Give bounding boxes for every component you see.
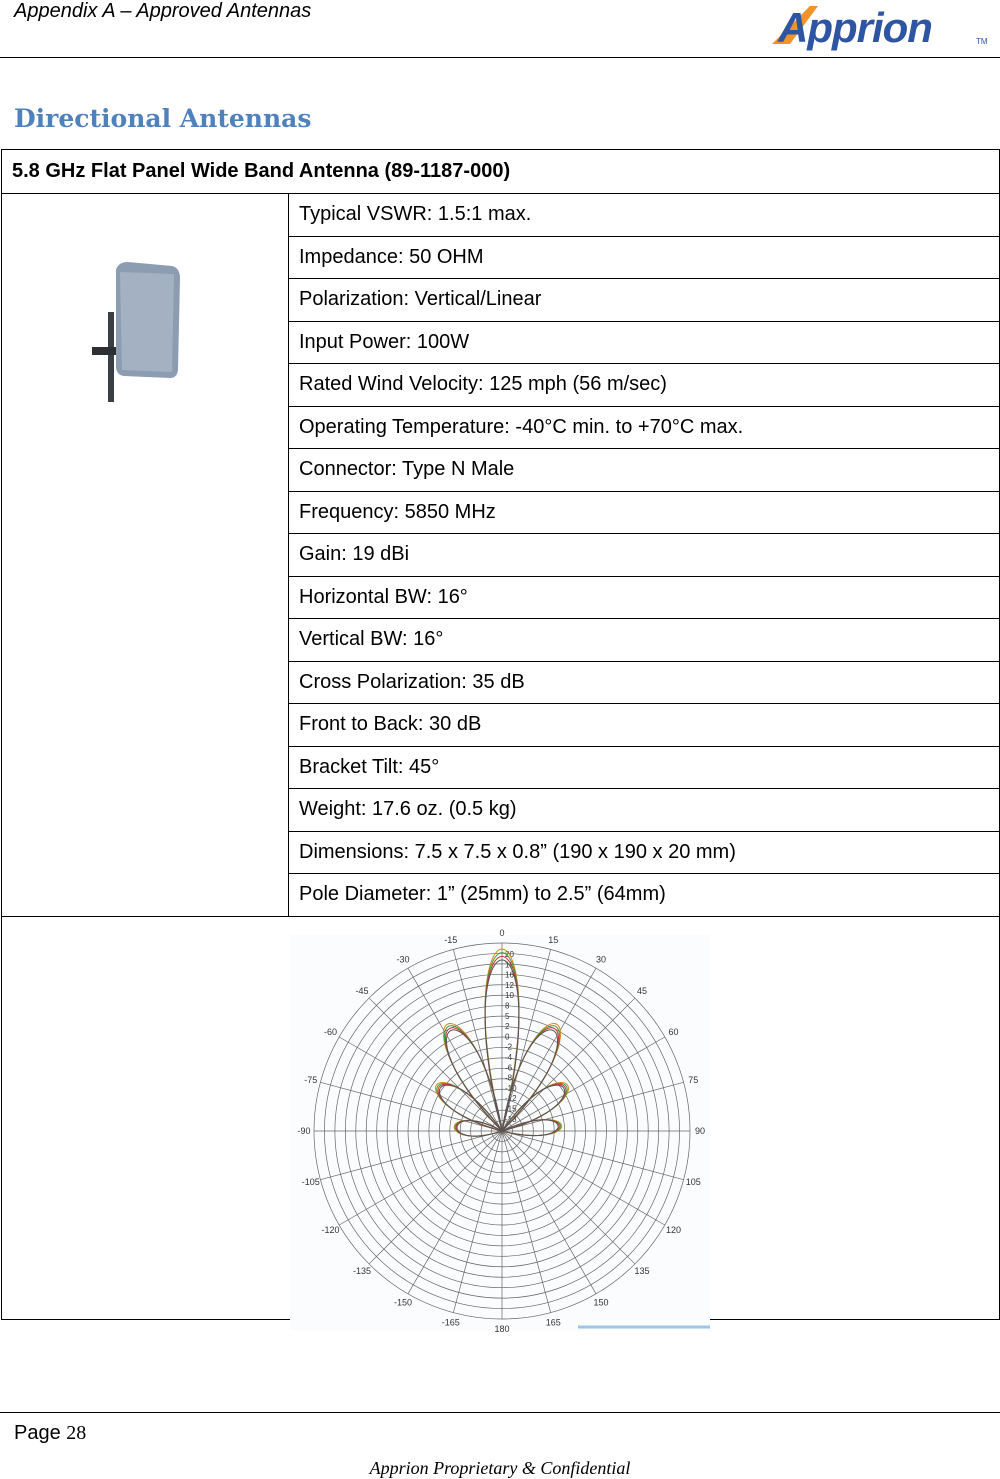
spec-row: Horizontal BW: 16° <box>289 576 1000 619</box>
spec-row: Vertical BW: 16° <box>289 619 1000 662</box>
radial-label: 20 <box>505 950 514 959</box>
radial-label: -6 <box>505 1063 513 1073</box>
radial-label: -2 <box>505 1042 513 1052</box>
angle-label: 180 <box>494 1324 510 1334</box>
footer-divider <box>0 1412 1000 1413</box>
angle-label: -135 <box>352 1266 372 1277</box>
antenna-title: 5.8 GHz Flat Panel Wide Band Antenna (89-1187-000) <box>2 150 1000 194</box>
angle-label: 0 <box>499 928 505 938</box>
spec-row: Impedance: 50 OHM <box>289 236 1000 279</box>
svg-text:TM: TM <box>976 37 988 46</box>
angle-label: 15 <box>548 934 559 945</box>
radial-label: -10 <box>505 1083 517 1093</box>
spec-row: Frequency: 5850 MHz <box>289 491 1000 534</box>
radial-label: 12 <box>505 980 514 990</box>
angle-label: -15 <box>444 934 458 945</box>
apprion-logo <box>770 0 995 56</box>
spec-row: Dimensions: 7.5 x 7.5 x 0.8” (190 x 190 x 20 mm) <box>289 831 1000 874</box>
angle-label: 105 <box>685 1177 701 1188</box>
angle-label: 120 <box>665 1225 681 1235</box>
radial-label: 5 <box>505 1011 510 1021</box>
radial-label: -15 <box>505 1104 517 1114</box>
spec-row: Bracket Tilt: 45° <box>289 746 1000 789</box>
spec-row: Typical VSWR: 1.5:1 max. <box>289 194 1000 237</box>
angle-label: -120 <box>321 1225 340 1235</box>
spec-row: Front to Back: 30 dB <box>289 704 1000 747</box>
spec-row: Gain: 19 dBi <box>289 534 1000 577</box>
angle-label: 150 <box>593 1297 609 1308</box>
confidential-notice: Apprion Proprietary & Confidential <box>369 1458 631 1478</box>
radial-label: 0 <box>505 1032 510 1042</box>
page-label: Page <box>14 1422 61 1444</box>
radial-label: -4 <box>505 1053 513 1062</box>
angle-label: 60 <box>668 1027 679 1037</box>
header-title: Appendix A – Approved Antennas <box>14 0 312 22</box>
radial-label: 8 <box>505 1001 510 1011</box>
angle-label: -90 <box>297 1126 311 1136</box>
radial-label: 16 <box>505 970 514 980</box>
spec-row: Polarization: Vertical/Linear <box>289 279 1000 322</box>
spec-row: Operating Temperature: -40°C min. to +70°C max. <box>289 406 1000 449</box>
angle-label: 135 <box>634 1266 650 1277</box>
radiation-pattern-chart <box>290 928 710 1334</box>
antenna-photo <box>80 252 190 402</box>
radial-label: -8 <box>505 1073 513 1083</box>
spec-row: Connector: Type N Male <box>289 449 1000 492</box>
angle-label: 165 <box>545 1317 561 1328</box>
angle-label: 45 <box>636 985 648 996</box>
spec-row: Weight: 17.6 oz. (0.5 kg) <box>289 789 1000 832</box>
radial-label: 2 <box>505 1022 510 1032</box>
angle-label: -75 <box>304 1074 318 1085</box>
radial-label: -12 <box>505 1094 517 1104</box>
angle-label: 90 <box>694 1126 706 1136</box>
page-number-value: 28 <box>66 1422 87 1444</box>
section-title: Directional Antennas <box>14 104 312 133</box>
angle-label: -30 <box>396 954 410 965</box>
svg-text:Apprion: Apprion <box>778 4 932 51</box>
spec-row: Cross Polarization: 35 dB <box>289 661 1000 704</box>
spec-row: Rated Wind Velocity: 125 mph (56 m/sec) <box>289 364 1000 407</box>
angle-label: 30 <box>595 954 607 965</box>
angle-label: 75 <box>688 1074 699 1085</box>
angle-label: -60 <box>324 1027 338 1037</box>
angle-label: -105 <box>301 1177 320 1188</box>
radial-label: 18 <box>505 960 514 970</box>
spec-row: Input Power: 100W <box>289 321 1000 364</box>
radial-label: -18 <box>505 1114 517 1124</box>
angle-label: -150 <box>393 1297 413 1308</box>
angle-label: -45 <box>355 985 369 996</box>
spec-row: Pole Diameter: 1” (25mm) to 2.5” (64mm) <box>289 874 1000 917</box>
page-number <box>14 1422 86 1445</box>
header-divider <box>0 57 1000 58</box>
angle-label: -165 <box>441 1317 460 1328</box>
radial-label: 10 <box>505 991 514 1001</box>
